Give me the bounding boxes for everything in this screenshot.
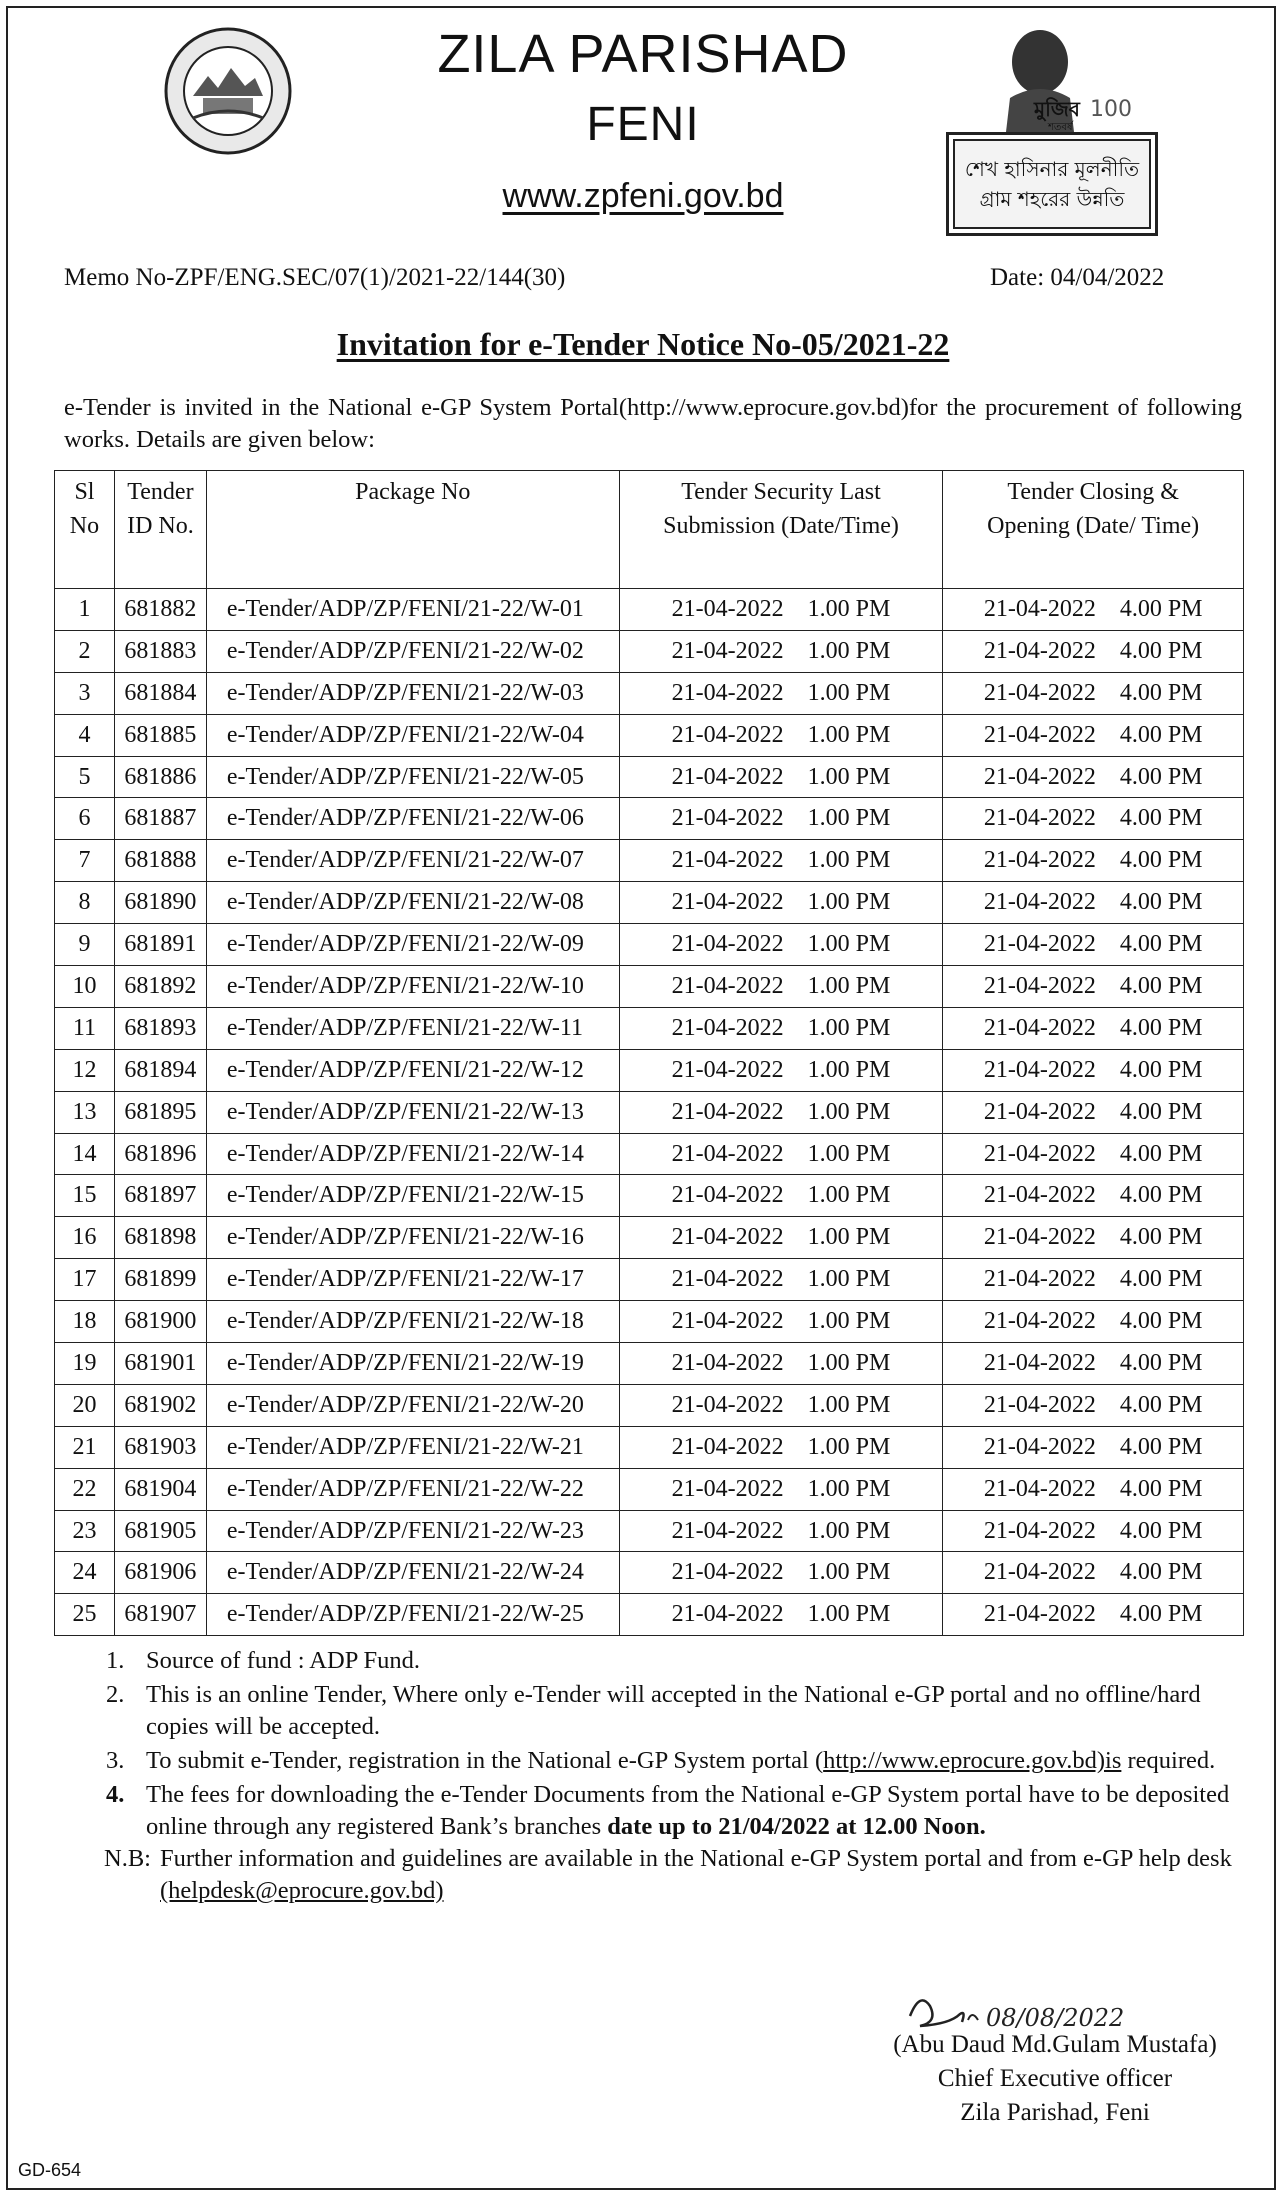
closing-date: 21-04-2022 xyxy=(983,763,1096,790)
cell-tender-id: 681907 xyxy=(114,1594,206,1636)
cell-tender-id: 681893 xyxy=(114,1007,206,1049)
closing-date: 21-04-2022 xyxy=(983,1224,1096,1251)
security-time: 1.00 PM xyxy=(807,1475,891,1502)
security-date: 21-04-2022 xyxy=(671,1559,784,1586)
closing-time: 4.00 PM xyxy=(1119,1475,1203,1502)
cell-closing xyxy=(943,714,1244,756)
cell-closing xyxy=(943,1049,1244,1091)
security-time: 1.00 PM xyxy=(807,763,891,790)
security-date: 21-04-2022 xyxy=(671,889,784,916)
security-date: 21-04-2022 xyxy=(671,1098,784,1125)
signatory-org: Zila Parishad, Feni xyxy=(960,2099,1150,2126)
cell-sl: 11 xyxy=(55,1007,115,1049)
cell-sl: 5 xyxy=(55,756,115,798)
signature-date: 08/08/2022 xyxy=(986,2004,1125,2032)
closing-time: 4.00 PM xyxy=(1119,1098,1203,1125)
header-tender-id: Tender ID No. xyxy=(114,471,206,589)
cell-package: e-Tender/ADP/ZP/FENI/21-22/W-14 xyxy=(206,1133,619,1175)
security-date: 21-04-2022 xyxy=(671,972,784,999)
cell-security xyxy=(619,1259,943,1301)
security-time: 1.00 PM xyxy=(807,1517,891,1544)
security-time: 1.00 PM xyxy=(807,847,891,874)
header-security: Tender Security Last Submission (Date/Time) xyxy=(619,471,943,589)
table-row xyxy=(55,1384,1244,1426)
closing-time: 4.00 PM xyxy=(1119,1182,1203,1209)
cell-closing xyxy=(943,1343,1244,1385)
table-row xyxy=(55,1343,1244,1385)
closing-time: 4.00 PM xyxy=(1119,763,1203,790)
note-3: 3. To submit e-Tender, registration in the National e-GP System portal (http://www.eprocure.gov.bd)is required. xyxy=(106,1747,1216,1774)
closing-time: 4.00 PM xyxy=(1119,1224,1203,1251)
cell-security xyxy=(619,924,943,966)
website xyxy=(0,178,1286,214)
security-time: 1.00 PM xyxy=(807,1601,891,1628)
cell-closing xyxy=(943,1510,1244,1552)
cell-security xyxy=(619,1007,943,1049)
signatory-title: Chief Executive officer xyxy=(937,2065,1173,2092)
note-4: 4. The fees for downloading the e-Tender Documents from the National e-GP System portal have to be deposited online through any registered Bank’s branches date up to 21/04/2022 at 12.00 Noon. xyxy=(106,1781,1230,1840)
closing-time: 4.00 PM xyxy=(1119,679,1203,706)
cell-security xyxy=(619,1384,943,1426)
cell-tender-id: 681896 xyxy=(114,1133,206,1175)
table-header-row xyxy=(55,471,1244,589)
table-row xyxy=(55,1426,1244,1468)
notice-title xyxy=(0,326,1286,363)
cell-tender-id: 681897 xyxy=(114,1175,206,1217)
cell-closing xyxy=(943,882,1244,924)
cell-sl: 14 xyxy=(55,1133,115,1175)
security-time: 1.00 PM xyxy=(807,1559,891,1586)
closing-date: 21-04-2022 xyxy=(983,931,1096,958)
cell-security xyxy=(619,630,943,672)
org-city: FENI xyxy=(586,98,700,151)
cell-closing xyxy=(943,1594,1244,1636)
cell-package: e-Tender/ADP/ZP/FENI/21-22/W-19 xyxy=(206,1343,619,1385)
security-date: 21-04-2022 xyxy=(671,679,784,706)
closing-date: 21-04-2022 xyxy=(983,1182,1096,1209)
cell-sl: 1 xyxy=(55,589,115,631)
cell-sl: 18 xyxy=(55,1301,115,1343)
security-time: 1.00 PM xyxy=(807,595,891,622)
cell-sl: 21 xyxy=(55,1426,115,1468)
cell-package: e-Tender/ADP/ZP/FENI/21-22/W-20 xyxy=(206,1384,619,1426)
security-time: 1.00 PM xyxy=(807,1098,891,1125)
security-date: 21-04-2022 xyxy=(671,1349,784,1376)
memo-date: Date: 04/04/2022 xyxy=(990,264,1165,291)
security-date: 21-04-2022 xyxy=(671,595,784,622)
security-date: 21-04-2022 xyxy=(671,721,784,748)
cell-tender-id: 681901 xyxy=(114,1343,206,1385)
nb-text: Further information and guidelines are available in the National e-GP System portal and from e-GP help desk xyxy=(160,1845,1232,1872)
closing-date: 21-04-2022 xyxy=(983,1308,1096,1335)
closing-time: 4.00 PM xyxy=(1119,1559,1203,1586)
cell-sl: 13 xyxy=(55,1091,115,1133)
security-time: 1.00 PM xyxy=(807,972,891,999)
table-row xyxy=(55,1510,1244,1552)
cell-security xyxy=(619,1175,943,1217)
cell-sl: 16 xyxy=(55,1217,115,1259)
security-date: 21-04-2022 xyxy=(671,1056,784,1083)
closing-time: 4.00 PM xyxy=(1119,595,1203,622)
cell-package: e-Tender/ADP/ZP/FENI/21-22/W-25 xyxy=(206,1594,619,1636)
security-date: 21-04-2022 xyxy=(671,637,784,664)
cell-tender-id: 681900 xyxy=(114,1301,206,1343)
security-date: 21-04-2022 xyxy=(671,1601,784,1628)
cell-tender-id: 681902 xyxy=(114,1384,206,1426)
closing-date: 21-04-2022 xyxy=(983,679,1096,706)
closing-date: 21-04-2022 xyxy=(983,1266,1096,1293)
cell-sl: 7 xyxy=(55,840,115,882)
cell-package: e-Tender/ADP/ZP/FENI/21-22/W-15 xyxy=(206,1175,619,1217)
table-row xyxy=(55,756,1244,798)
cell-closing xyxy=(943,1259,1244,1301)
cell-security xyxy=(619,672,943,714)
closing-date: 21-04-2022 xyxy=(983,1140,1096,1167)
cell-package: e-Tender/ADP/ZP/FENI/21-22/W-17 xyxy=(206,1259,619,1301)
cell-tender-id: 681899 xyxy=(114,1259,206,1301)
security-date: 21-04-2022 xyxy=(671,1308,784,1335)
table-row xyxy=(55,1049,1244,1091)
cell-tender-id: 681904 xyxy=(114,1468,206,1510)
security-date: 21-04-2022 xyxy=(671,1224,784,1251)
cell-sl: 10 xyxy=(55,966,115,1008)
security-time: 1.00 PM xyxy=(807,805,891,832)
table-row xyxy=(55,589,1244,631)
security-time: 1.00 PM xyxy=(807,889,891,916)
cell-package: e-Tender/ADP/ZP/FENI/21-22/W-09 xyxy=(206,924,619,966)
cell-security xyxy=(619,1552,943,1594)
cell-package: e-Tender/ADP/ZP/FENI/21-22/W-10 xyxy=(206,966,619,1008)
closing-time: 4.00 PM xyxy=(1119,1266,1203,1293)
signatory-block xyxy=(870,2028,1240,2130)
cell-sl: 6 xyxy=(55,798,115,840)
cell-tender-id: 681895 xyxy=(114,1091,206,1133)
cell-security xyxy=(619,1594,943,1636)
cell-package: e-Tender/ADP/ZP/FENI/21-22/W-12 xyxy=(206,1049,619,1091)
table-row xyxy=(55,798,1244,840)
security-date: 21-04-2022 xyxy=(671,805,784,832)
cell-package: e-Tender/ADP/ZP/FENI/21-22/W-16 xyxy=(206,1217,619,1259)
closing-time: 4.00 PM xyxy=(1119,1014,1203,1041)
table-row xyxy=(55,1217,1244,1259)
table-row xyxy=(55,840,1244,882)
closing-time: 4.00 PM xyxy=(1119,1056,1203,1083)
table-row xyxy=(55,714,1244,756)
table-row xyxy=(55,924,1244,966)
closing-time: 4.00 PM xyxy=(1119,1140,1203,1167)
cell-package: e-Tender/ADP/ZP/FENI/21-22/W-05 xyxy=(206,756,619,798)
closing-time: 4.00 PM xyxy=(1119,972,1203,999)
table-row xyxy=(55,630,1244,672)
closing-date: 21-04-2022 xyxy=(983,1433,1096,1460)
security-time: 1.00 PM xyxy=(807,1014,891,1041)
website-text: www.zpfeni.gov.bd xyxy=(502,177,784,215)
notes-list xyxy=(96,1645,1246,1845)
cell-package: e-Tender/ADP/ZP/FENI/21-22/W-11 xyxy=(206,1007,619,1049)
closing-date: 21-04-2022 xyxy=(983,1391,1096,1418)
table-row xyxy=(55,1468,1244,1510)
cell-closing xyxy=(943,1552,1244,1594)
cell-tender-id: 681887 xyxy=(114,798,206,840)
cell-tender-id: 681884 xyxy=(114,672,206,714)
mujib-logo-num: 100 xyxy=(1090,97,1132,122)
security-date: 21-04-2022 xyxy=(671,1266,784,1293)
cell-sl: 4 xyxy=(55,714,115,756)
cell-closing xyxy=(943,1217,1244,1259)
closing-date: 21-04-2022 xyxy=(983,1517,1096,1544)
closing-time: 4.00 PM xyxy=(1119,931,1203,958)
cell-security xyxy=(619,1301,943,1343)
cell-tender-id: 681886 xyxy=(114,756,206,798)
cell-tender-id: 681905 xyxy=(114,1510,206,1552)
cell-tender-id: 681903 xyxy=(114,1426,206,1468)
cell-package: e-Tender/ADP/ZP/FENI/21-22/W-13 xyxy=(206,1091,619,1133)
security-date: 21-04-2022 xyxy=(671,1391,784,1418)
cell-package: e-Tender/ADP/ZP/FENI/21-22/W-04 xyxy=(206,714,619,756)
cell-closing xyxy=(943,924,1244,966)
security-time: 1.00 PM xyxy=(807,1433,891,1460)
security-date: 21-04-2022 xyxy=(671,1140,784,1167)
cell-sl: 25 xyxy=(55,1594,115,1636)
cell-sl: 19 xyxy=(55,1343,115,1385)
cell-tender-id: 681885 xyxy=(114,714,206,756)
tender-table xyxy=(54,470,1244,1636)
closing-time: 4.00 PM xyxy=(1119,805,1203,832)
cell-tender-id: 681888 xyxy=(114,840,206,882)
table-row xyxy=(55,672,1244,714)
security-date: 21-04-2022 xyxy=(671,847,784,874)
security-time: 1.00 PM xyxy=(807,1140,891,1167)
cell-security xyxy=(619,840,943,882)
cell-security xyxy=(619,756,943,798)
cell-closing xyxy=(943,630,1244,672)
mujib-logo-sub: শতবর্ষ xyxy=(1048,122,1073,133)
notice-intro: e-Tender is invited in the National e-GP System Portal(http://www.eprocure.gov.bd)for the procurement of following works. Details are given below: xyxy=(64,394,1242,453)
table-row xyxy=(55,1133,1244,1175)
cell-security xyxy=(619,1133,943,1175)
cell-package: e-Tender/ADP/ZP/FENI/21-22/W-18 xyxy=(206,1301,619,1343)
closing-time: 4.00 PM xyxy=(1119,889,1203,916)
security-date: 21-04-2022 xyxy=(671,1433,784,1460)
table-row xyxy=(55,882,1244,924)
closing-time: 4.00 PM xyxy=(1119,721,1203,748)
table-row xyxy=(55,1552,1244,1594)
security-time: 1.00 PM xyxy=(807,1349,891,1376)
cell-sl: 24 xyxy=(55,1552,115,1594)
closing-time: 4.00 PM xyxy=(1119,1349,1203,1376)
security-time: 1.00 PM xyxy=(807,1391,891,1418)
memo-number: Memo No-ZPF/ENG.SEC/07(1)/2021-22/144(30) xyxy=(64,264,566,291)
cell-package: e-Tender/ADP/ZP/FENI/21-22/W-23 xyxy=(206,1510,619,1552)
closing-time: 4.00 PM xyxy=(1119,847,1203,874)
cell-tender-id: 681906 xyxy=(114,1552,206,1594)
note-2: 2. This is an online Tender, Where only e-Tender will accepted in the National e-GP portal and no offline/hard copies will be accepted. xyxy=(106,1681,1201,1740)
closing-date: 21-04-2022 xyxy=(983,1014,1096,1041)
mujib-logo-text: মুজিব xyxy=(1034,97,1080,121)
cell-package: e-Tender/ADP/ZP/FENI/21-22/W-06 xyxy=(206,798,619,840)
closing-time: 4.00 PM xyxy=(1119,1601,1203,1628)
closing-time: 4.00 PM xyxy=(1119,1391,1203,1418)
cell-tender-id: 681891 xyxy=(114,924,206,966)
cell-security xyxy=(619,798,943,840)
closing-date: 21-04-2022 xyxy=(983,595,1096,622)
security-time: 1.00 PM xyxy=(807,931,891,958)
security-date: 21-04-2022 xyxy=(671,1475,784,1502)
closing-date: 21-04-2022 xyxy=(983,1601,1096,1628)
cell-closing xyxy=(943,672,1244,714)
closing-date: 21-04-2022 xyxy=(983,972,1096,999)
closing-date: 21-04-2022 xyxy=(983,637,1096,664)
cell-security xyxy=(619,966,943,1008)
cell-closing xyxy=(943,756,1244,798)
cell-tender-id: 681882 xyxy=(114,589,206,631)
nb-note xyxy=(104,1843,1246,1907)
cell-sl: 23 xyxy=(55,1510,115,1552)
security-time: 1.00 PM xyxy=(807,1224,891,1251)
table-row xyxy=(55,1091,1244,1133)
cell-closing xyxy=(943,840,1244,882)
security-time: 1.00 PM xyxy=(807,1266,891,1293)
cell-closing xyxy=(943,1091,1244,1133)
slogan-line-1: শেখ হাসিনার মূলনীতি xyxy=(964,157,1140,181)
security-time: 1.00 PM xyxy=(807,679,891,706)
closing-date: 21-04-2022 xyxy=(983,1098,1096,1125)
helpdesk-email-link[interactable]: (helpdesk@eprocure.gov.bd) xyxy=(160,1877,444,1904)
cell-security xyxy=(619,1049,943,1091)
cell-closing xyxy=(943,1426,1244,1468)
closing-date: 21-04-2022 xyxy=(983,1475,1096,1502)
cell-closing xyxy=(943,1175,1244,1217)
nb-label: N.B: xyxy=(104,1845,151,1872)
security-date: 21-04-2022 xyxy=(671,931,784,958)
security-time: 1.00 PM xyxy=(807,1056,891,1083)
table-row xyxy=(55,1301,1244,1343)
cell-sl: 12 xyxy=(55,1049,115,1091)
closing-date: 21-04-2022 xyxy=(983,889,1096,916)
closing-date: 21-04-2022 xyxy=(983,805,1096,832)
cell-security xyxy=(619,1426,943,1468)
closing-date: 21-04-2022 xyxy=(983,847,1096,874)
header-sl: Sl No xyxy=(55,471,115,589)
cell-closing xyxy=(943,1007,1244,1049)
cell-closing xyxy=(943,589,1244,631)
cell-tender-id: 681892 xyxy=(114,966,206,1008)
table-row xyxy=(55,1259,1244,1301)
cell-tender-id: 681883 xyxy=(114,630,206,672)
cell-sl: 15 xyxy=(55,1175,115,1217)
note-1: 1. Source of fund : ADP Fund. xyxy=(106,1647,421,1674)
cell-security xyxy=(619,589,943,631)
closing-date: 21-04-2022 xyxy=(983,1056,1096,1083)
security-time: 1.00 PM xyxy=(807,1182,891,1209)
cell-closing xyxy=(943,1384,1244,1426)
closing-date: 21-04-2022 xyxy=(983,1349,1096,1376)
table-row xyxy=(55,966,1244,1008)
security-time: 1.00 PM xyxy=(807,637,891,664)
security-time: 1.00 PM xyxy=(807,721,891,748)
notice-title-text: Invitation for e-Tender Notice No-05/2021-22 xyxy=(336,326,950,362)
cell-sl: 17 xyxy=(55,1259,115,1301)
header-package: Package No xyxy=(206,471,619,589)
security-date: 21-04-2022 xyxy=(671,1014,784,1041)
header-closing: Tender Closing & Opening (Date/ Time) xyxy=(943,471,1244,589)
org-name: ZILA PARISHAD xyxy=(437,24,849,84)
cell-security xyxy=(619,1217,943,1259)
closing-time: 4.00 PM xyxy=(1119,637,1203,664)
cell-sl: 20 xyxy=(55,1384,115,1426)
signatory-name: (Abu Daud Md.Gulam Mustafa) xyxy=(893,2031,1217,2058)
cell-security xyxy=(619,1343,943,1385)
cell-package: e-Tender/ADP/ZP/FENI/21-22/W-08 xyxy=(206,882,619,924)
closing-time: 4.00 PM xyxy=(1119,1433,1203,1460)
cell-tender-id: 681890 xyxy=(114,882,206,924)
cell-package: e-Tender/ADP/ZP/FENI/21-22/W-07 xyxy=(206,840,619,882)
cell-package: e-Tender/ADP/ZP/FENI/21-22/W-21 xyxy=(206,1426,619,1468)
cell-sl: 8 xyxy=(55,882,115,924)
slogan-line-2: গ্রাম শহরের উন্নতি xyxy=(979,187,1125,211)
cell-closing xyxy=(943,798,1244,840)
eprocure-link[interactable]: http://www.eprocure.gov.bd)is xyxy=(823,1747,1122,1774)
cell-security xyxy=(619,1468,943,1510)
cell-package: e-Tender/ADP/ZP/FENI/21-22/W-02 xyxy=(206,630,619,672)
security-date: 21-04-2022 xyxy=(671,1182,784,1209)
cell-sl: 3 xyxy=(55,672,115,714)
cell-closing xyxy=(943,1468,1244,1510)
table-row xyxy=(55,1594,1244,1636)
closing-date: 21-04-2022 xyxy=(983,1559,1096,1586)
cell-closing xyxy=(943,1301,1244,1343)
cell-sl: 9 xyxy=(55,924,115,966)
cell-sl: 22 xyxy=(55,1468,115,1510)
closing-time: 4.00 PM xyxy=(1119,1308,1203,1335)
cell-security xyxy=(619,1091,943,1133)
footer-code: GD-654 xyxy=(18,2160,82,2180)
cell-closing xyxy=(943,966,1244,1008)
table-row xyxy=(55,1175,1244,1217)
security-time: 1.00 PM xyxy=(807,1308,891,1335)
cell-sl: 2 xyxy=(55,630,115,672)
cell-package: e-Tender/ADP/ZP/FENI/21-22/W-01 xyxy=(206,589,619,631)
cell-package: e-Tender/ADP/ZP/FENI/21-22/W-22 xyxy=(206,1468,619,1510)
cell-tender-id: 681894 xyxy=(114,1049,206,1091)
cell-security xyxy=(619,882,943,924)
cell-security xyxy=(619,714,943,756)
cell-tender-id: 681898 xyxy=(114,1217,206,1259)
table-row xyxy=(55,1007,1244,1049)
closing-time: 4.00 PM xyxy=(1119,1517,1203,1544)
closing-date: 21-04-2022 xyxy=(983,721,1096,748)
cell-closing xyxy=(943,1133,1244,1175)
cell-security xyxy=(619,1510,943,1552)
cell-package: e-Tender/ADP/ZP/FENI/21-22/W-03 xyxy=(206,672,619,714)
security-date: 21-04-2022 xyxy=(671,1517,784,1544)
cell-package: e-Tender/ADP/ZP/FENI/21-22/W-24 xyxy=(206,1552,619,1594)
security-date: 21-04-2022 xyxy=(671,763,784,790)
